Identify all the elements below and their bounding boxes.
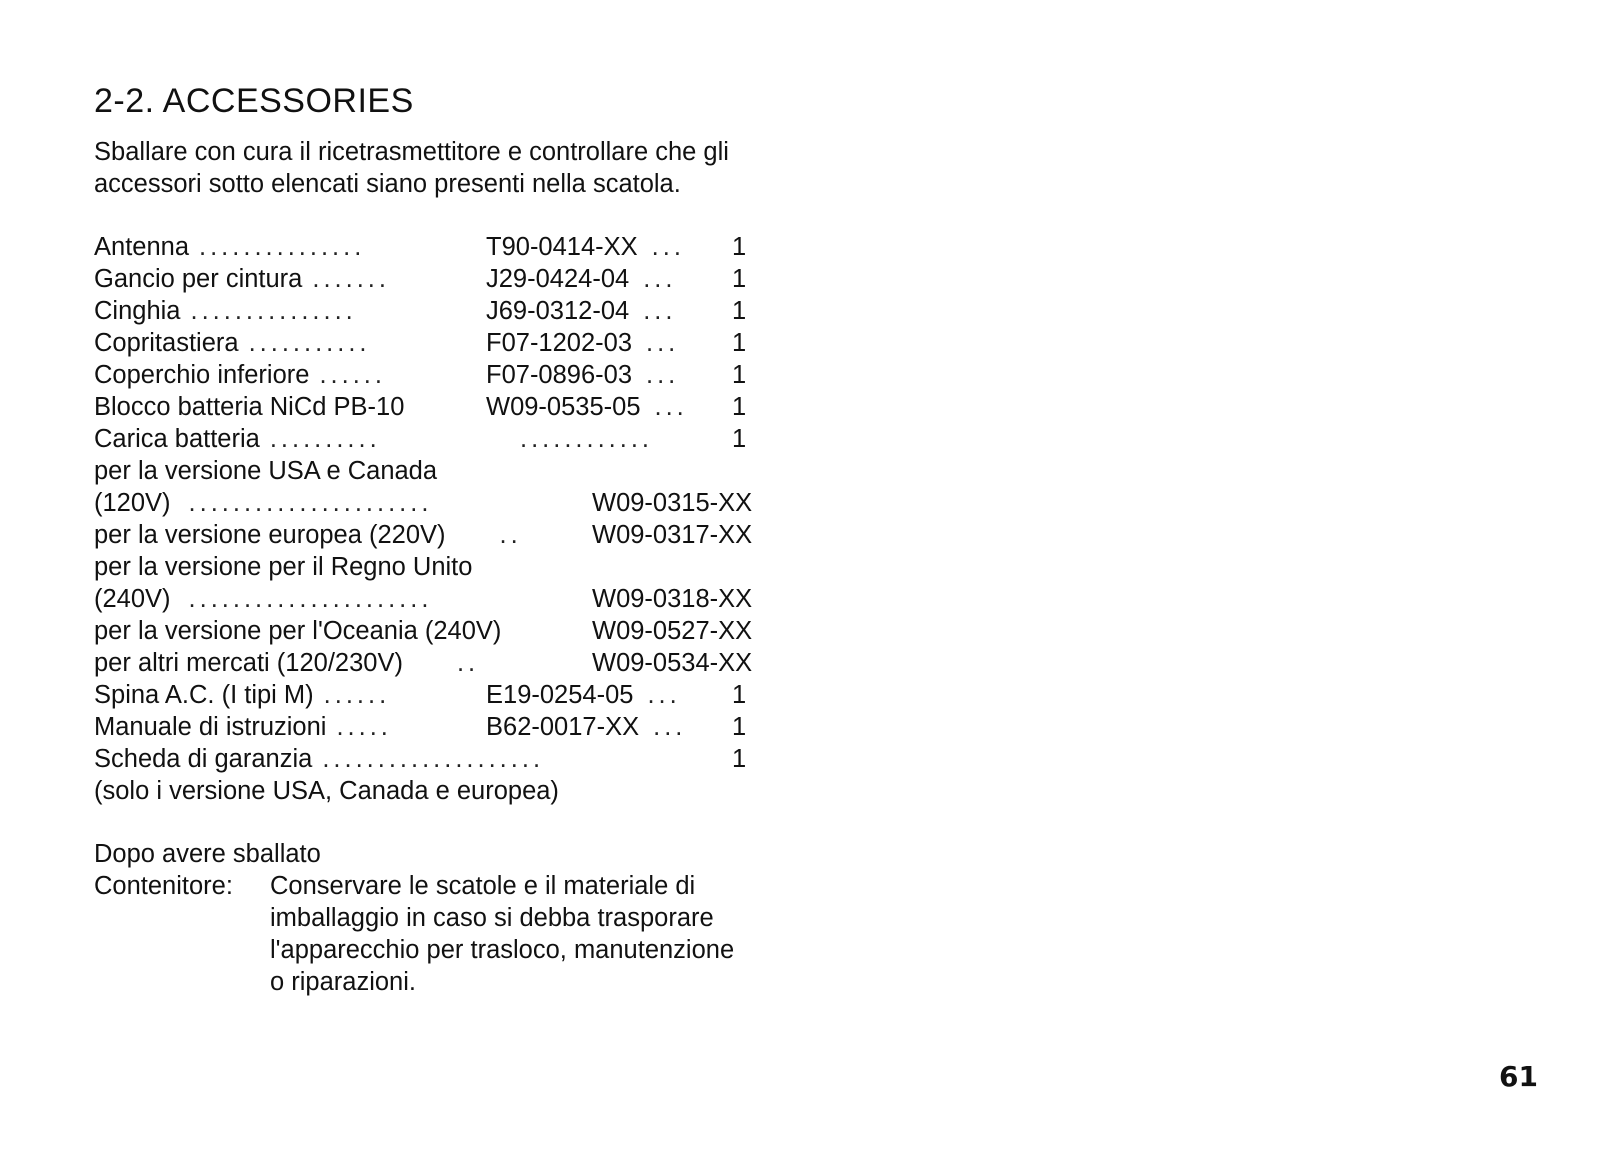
intro-paragraph — [94, 136, 804, 200]
accessory-name-group — [94, 423, 381, 455]
accessory-name-group — [94, 263, 390, 295]
accessory-row — [94, 391, 814, 423]
intro-line: accessori sotto elencati siano presenti nella scatola. — [94, 170, 681, 198]
page-number: 61 — [1499, 1060, 1538, 1093]
part-code-group — [486, 327, 679, 359]
charger-version-name: per la versione per il Regno Unito — [94, 553, 473, 581]
quantity: 1 — [732, 297, 747, 325]
quantity: 1 — [732, 233, 747, 261]
accessory-row — [94, 359, 814, 391]
part-code-group — [486, 423, 653, 455]
part-code: T90-0414-XX — [486, 233, 638, 261]
quantity: 1 — [732, 681, 747, 709]
leader-dots: .................... — [322, 745, 545, 773]
charger-version-name: per la versione europea (220V) — [94, 521, 446, 549]
accessory-name: Manuale di istruzioni — [94, 713, 327, 741]
quantity: 1 — [732, 329, 747, 357]
leader-dots: ...... — [319, 361, 386, 389]
accessory-name: Spina A.C. (I tipi M) — [94, 681, 314, 709]
accessory-row — [94, 295, 814, 327]
accessory-row — [94, 423, 814, 455]
accessory-name: (solo i versione USA, Canada e europea) — [94, 777, 559, 805]
part-code-group — [486, 391, 688, 423]
leader-dots: .......... — [269, 425, 381, 453]
charger-version-group — [94, 487, 432, 519]
charger-version-row — [94, 551, 814, 583]
charger-version-row — [94, 647, 814, 679]
leader-dots: ............... — [199, 233, 366, 261]
accessory-row — [94, 775, 814, 807]
accessory-name: Antenna — [94, 233, 190, 261]
container-text-line: imballaggio in caso si debba trasporare — [270, 904, 714, 932]
part-code-group — [486, 711, 686, 743]
leader-dots: ....... — [312, 265, 390, 293]
accessory-row — [94, 711, 814, 743]
accessory-list — [94, 231, 814, 807]
part-code-group — [486, 359, 679, 391]
leader-dots: ...................... — [188, 585, 433, 613]
accessory-name: Coperchio inferiore — [94, 361, 310, 389]
part-code: E19-0254-05 — [486, 681, 634, 709]
leader-dots: ... — [653, 713, 687, 741]
accessory-name: Copritastiera — [94, 329, 239, 357]
charger-version-name: per la versione per l'Oceania (240V) — [94, 617, 502, 645]
part-code: J29-0424-04 — [486, 265, 630, 293]
leader-dots: ............... — [190, 297, 357, 325]
leader-dots: ...................... — [188, 489, 433, 517]
charger-version-row — [94, 615, 814, 647]
charger-version-group — [94, 519, 522, 551]
container-text-line: Conservare le scatole e il materiale di — [270, 872, 696, 900]
part-code: B62-0017-XX — [486, 713, 640, 741]
quantity: 1 — [732, 425, 747, 453]
container-label: Contenitore: — [94, 872, 233, 900]
accessory-name: Cinghia — [94, 297, 181, 325]
accessory-row — [94, 743, 814, 775]
accessory-name: Scheda di garanzia — [94, 745, 313, 773]
accessory-name-group — [94, 679, 390, 711]
charger-version-group — [94, 647, 479, 679]
charger-version-group — [94, 615, 501, 647]
charger-version-name: per la versione USA e Canada — [94, 457, 438, 485]
part-code-group — [486, 295, 676, 327]
container-text-line: o riparazioni. — [270, 968, 416, 996]
accessory-name-group — [94, 711, 392, 743]
leader-dots: ..... — [336, 713, 392, 741]
charger-version-name: (120V) — [94, 489, 171, 517]
accessory-name-group — [94, 743, 544, 775]
accessory-row — [94, 327, 814, 359]
charger-version-row — [94, 455, 814, 487]
after-unpacking-title: Dopo avere sballato — [94, 840, 321, 868]
accessory-name-group — [94, 231, 365, 263]
leader-dots: ... — [646, 361, 680, 389]
leader-dots: ............ — [520, 425, 654, 453]
part-code: W09-0317-XX — [592, 521, 753, 549]
accessory-row — [94, 679, 814, 711]
part-code: W09-0535-05 — [486, 393, 641, 421]
accessory-name-group — [94, 327, 371, 359]
charger-version-group — [94, 583, 432, 615]
leader-dots: ... — [646, 329, 680, 357]
leader-dots: ........... — [248, 329, 371, 357]
charger-version-row — [94, 583, 814, 615]
accessory-name: Blocco batteria NiCd PB-10 — [94, 393, 405, 421]
charger-version-group — [94, 455, 437, 487]
leader-dots: .. — [499, 521, 522, 549]
charger-version-group — [94, 551, 472, 583]
part-code-group — [486, 263, 676, 295]
container-text-line: l'apparecchio per trasloco, manutenzione — [270, 936, 735, 964]
charger-version-name: (240V) — [94, 585, 171, 613]
accessory-name: Gancio per cintura — [94, 265, 303, 293]
accessory-name: Carica batteria — [94, 425, 260, 453]
leader-dots: ... — [643, 297, 677, 325]
quantity: 1 — [732, 713, 747, 741]
leader-dots: ... — [647, 681, 681, 709]
after-unpacking-section — [94, 838, 814, 998]
charger-version-name: per altri mercati (120/230V) — [94, 649, 403, 677]
leader-dots: ...... — [323, 681, 391, 709]
part-code: W09-0315-XX — [592, 489, 753, 517]
leader-dots: ... — [651, 233, 685, 261]
part-code: W09-0527-XX — [592, 617, 753, 645]
part-code: F07-0896-03 — [486, 361, 633, 389]
leader-dots: ... — [643, 265, 677, 293]
part-code-group — [486, 231, 685, 263]
quantity: 1 — [732, 265, 747, 293]
accessory-row — [94, 263, 814, 295]
accessory-name-group — [94, 295, 357, 327]
quantity: 1 — [732, 745, 747, 773]
section-heading: 2-2. ACCESSORIES — [94, 82, 414, 120]
quantity: 1 — [732, 361, 747, 389]
charger-version-row — [94, 519, 814, 551]
part-code: J69-0312-04 — [486, 297, 630, 325]
leader-dots: ... — [654, 393, 688, 421]
leader-dots: .. — [456, 649, 480, 677]
charger-version-row — [94, 487, 814, 519]
quantity: 1 — [732, 393, 747, 421]
intro-line: Sballare con cura il ricetrasmettitore e controllare che gli — [94, 138, 729, 166]
accessory-name-group — [94, 359, 386, 391]
part-code: F07-1202-03 — [486, 329, 633, 357]
accessory-row — [94, 231, 814, 263]
part-code-group — [486, 679, 681, 711]
part-code: W09-0534-XX — [592, 649, 753, 677]
part-code: W09-0318-XX — [592, 585, 753, 613]
